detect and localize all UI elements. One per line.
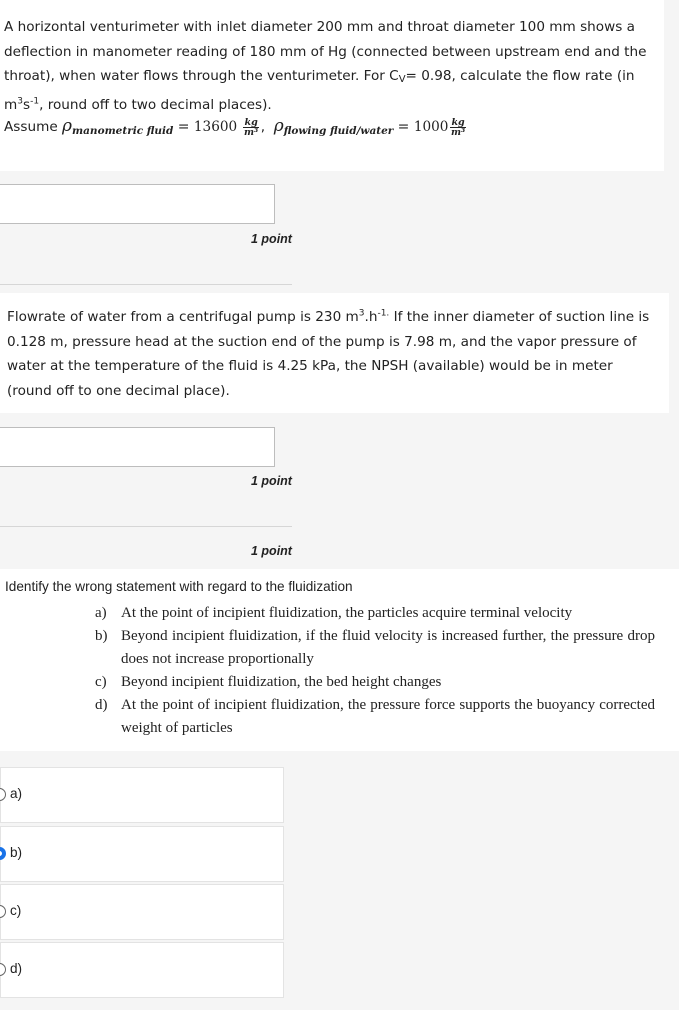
choice-a[interactable] (0, 767, 284, 823)
divider-1 (0, 284, 292, 285)
question-3-card (0, 569, 679, 751)
statement-b: b) Beyond incipient fluidization, if the fluid velocity is increased further, the pressure drop does not increase proportionally (95, 628, 655, 667)
choice-a-label: a) (10, 786, 23, 801)
question-2-card (0, 293, 669, 413)
question-3-statements (95, 602, 655, 740)
divider-2 (0, 526, 292, 527)
assume-formula: Assume $\rho_{manometric fluid} = 13600$ $\frac{kg}{\text{m³}}$ , $\rho_{flowing fluid/water} = 1000$ $\frac{kg}{\text{m³}}$ (4, 116, 466, 138)
answer-input-1[interactable] (0, 184, 275, 224)
question-3-stem: Identify the wrong statement with regard to the fluidization (5, 579, 353, 594)
question-1-text: A horizontal venturimeter with inlet diameter 200 mm and throat diameter 100 mm shows a deflection in manometer reading of 180 mm of Hg (connected between upstream end and the throat), when water flows through the venturimeter. For CV= 0.98, calculate the flow rate (in $m^3s^{-1}$, round off to two decimal places). (4, 19, 647, 113)
radio-c[interactable] (0, 905, 6, 918)
choice-d-label: d) (10, 961, 23, 976)
radio-a[interactable] (0, 788, 6, 801)
statement-c: c) Beyond incipient fluidization, the bed height changes (95, 674, 442, 690)
statement-a: a) At the point of incipient fluidization, the particles acquire terminal velocity (95, 605, 573, 621)
points-label-2: 1 point (251, 474, 292, 488)
points-label-3: 1 point (251, 544, 292, 558)
choice-c[interactable] (0, 884, 284, 940)
question-1-card (0, 0, 664, 171)
radio-d[interactable] (0, 963, 6, 976)
points-label-1: 1 point (251, 232, 292, 246)
choice-b[interactable] (0, 826, 284, 882)
answer-input-2[interactable] (0, 427, 275, 467)
choice-d[interactable] (0, 942, 284, 998)
statement-d: d) At the point of incipient fluidization, the pressure force supports the buoyancy corrected weight of particles (95, 697, 655, 736)
question-2-text: Flowrate of water from a centrifugal pump is 230 $m^3.h^{-1.}$ If the inner diameter of suction line is 0.128 m, pressure head at the suction end of the pump is 7.98 m, and the vapor pressure of water at the temperature of the fluid is 4.25 kPa, the NPSH (available) would be in meter (round off to one decimal place). (7, 308, 650, 399)
choice-b-label: b) (10, 845, 23, 860)
radio-b[interactable] (0, 847, 6, 860)
choice-c-label: c) (10, 903, 22, 918)
